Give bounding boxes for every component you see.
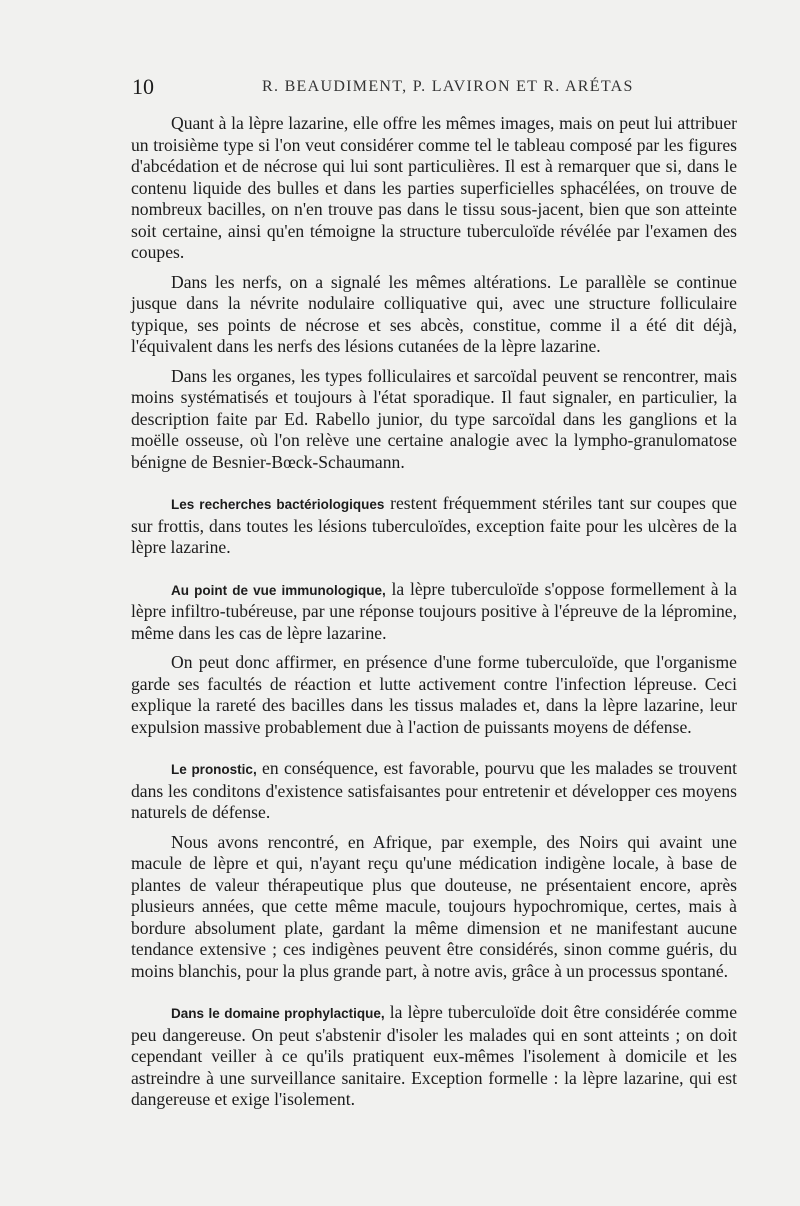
- paragraph-text: Dans les nerfs, on a signalé les mêmes altérations. Le parallèle se continue jusque dans la névrite nodulaire colliquative qui, avec une structure folliculaire typique, ses points de nécrose et ses abcès, constitue, comme il a été dit déjà, l'équivalent dans les nerfs des lésions cutanées de la lèpre lazarine.: [131, 271, 737, 356]
- paragraph: [131, 493, 737, 559]
- section-lead: Au point de vue immunologique,: [171, 582, 386, 598]
- paragraph-text: restent fréquemment stériles tant sur coupes que sur frottis, dans toutes les lésions tuberculoïdes, exception faite pour les ulcères de la lèpre lazarine.: [131, 493, 737, 557]
- paragraph-text: en conséquence, est favorable, pourvu que les malades se trouvent dans les conditons d'existence satisfaisantes pour entretenir et développer ces moyens naturels de défense.: [131, 758, 738, 822]
- paragraph: [131, 832, 737, 983]
- section-lead: Le pronostic,: [171, 762, 257, 777]
- paragraph: [131, 1002, 737, 1111]
- paragraph: [131, 272, 737, 358]
- paragraph-text: la lèpre tuberculoïde doit être considérée comme peu dangereuse. On peut s'abstenir d'isoler les malades qui en sont atteints ; on doit cependant veiller à ce qu'ils pratiquent eux-mêmes l'isolement à domicile et les astreindre à une surveillance sanitaire. Exception formelle : la lèpre lazarine, qui est dangereuse et exige l'isolement.: [131, 1002, 737, 1109]
- paragraph: [131, 758, 737, 824]
- section-lead: Dans le domaine prophylactique,: [171, 1006, 385, 1021]
- paragraph-text: Nous avons rencontré, en Afrique, par exemple, des Noirs qui avaint une macule de lèpre et qui, n'ayant reçu qu'une médication indigène locale, à base de plantes de valeur thérapeutique plus que douteuse, ne présentaient encore, après plusieurs années, que cette même macule, toujours hypochromique, certes, mais à bordure absolument plate, gardant la même dimension et ne manifestant aucune tendance extensive ; ces indigènes peuvent être considérés, sinon comme guéris, du moins blanchis, pour la plus grande part, à notre avis, grâce à un processus spontané.: [131, 831, 737, 981]
- paragraph-text: Quant à la lèpre lazarine, elle offre les mêmes images, mais on peut lui attribuer un troisième type si l'on veut considérer comme tel le tableau composé par les figures d'abcédation et de nécrose qui lui sont particulières. Il est à remarquer que si, dans le contenu liquide des bulles et dans les parties superficielles sphacélées, on trouve de nombreux bacilles, on n'en trouve pas dans le tissu sous-jacent, bien que son atteinte soit certaine, ainsi qu'en témoigne la structure tuberculoïde révélée par l'examen des coupes.: [131, 113, 737, 262]
- paragraph: [131, 579, 737, 645]
- paragraph: [131, 652, 737, 738]
- page-header: [122, 74, 742, 104]
- running-head: R. BEAUDIMENT, P. LAVIRON ET R. ARÉTAS: [262, 78, 634, 95]
- paragraph: [131, 113, 737, 264]
- page-number: 10: [132, 74, 154, 99]
- paragraph-text: On peut donc affirmer, en présence d'une forme tuberculoïde, que l'organisme garde ses facultés de réaction et lutte activement contre l'infection lépreuse. Ceci explique la rareté des bacilles dans les tissus malades et, dans la lèpre lazarine, leur expulsion massive probablement due à l'action de puissants moyens de défense.: [131, 652, 737, 737]
- body-text: [131, 113, 737, 1119]
- paragraph: [131, 366, 737, 474]
- section-lead: Les recherches bactériologiques: [171, 497, 385, 512]
- paragraph-text: Dans les organes, les types folliculaires et sarcoïdal peuvent se rencontrer, mais moins systématisés et toujours à l'état sporadique. Il faut signaler, en particulier, la description faite par Ed. Rabello junior, du type sarcoïdal dans les ganglions et la moëlle osseuse, où l'on relève une certaine analogie avec la lympho-granulomatose bénigne de Besnier-Bœck-Schaumann.: [131, 365, 737, 472]
- paragraph-text: la lèpre tuberculoïde s'oppose formellement à la lèpre infiltro-tubéreuse, par une réponse toujours positive à l'épreuve de la lépromine, même dans les cas de lèpre lazarine.: [131, 578, 737, 643]
